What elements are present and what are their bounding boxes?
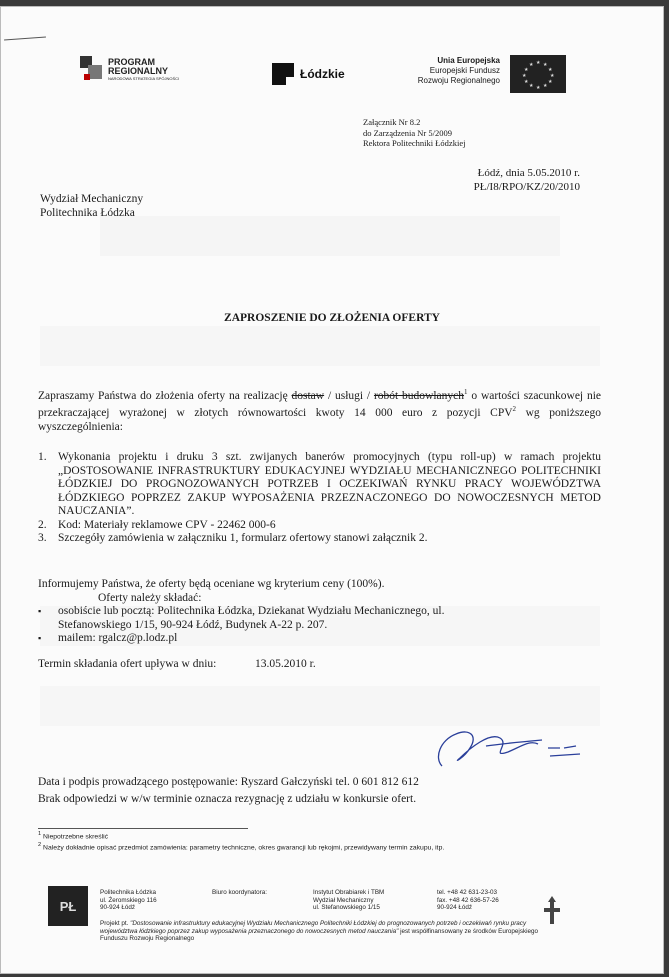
footer-coordinator <box>212 889 267 897</box>
project-suffix: jest współfinansowany ze środków Europejskiego Funduszu Rozwoju Regionalnego <box>100 927 539 942</box>
item-number: 3. <box>38 532 47 544</box>
ue-logo-text <box>400 56 500 86</box>
item-number: 1. <box>38 451 47 463</box>
ue-title: Unia Europejska <box>437 56 500 65</box>
deadline-value: 13.05.2010 r. <box>255 658 316 670</box>
footnote-ref-1: 1 <box>464 388 468 396</box>
program-logo-icon <box>80 56 102 84</box>
project-title: "Dostosowanie infrastruktury edukacyjnej Wydziału Mechanicznego Politechniki Łódzkiej do prognozowanych potrzeb i oczekiwań rynku pracy województwa łódzkiego poprzez zakup wyposażenia przeznaczonego do nowoczesnych metod nauczania" <box>100 920 527 935</box>
ue-line3: Rozwoju Regionalnego <box>417 76 500 85</box>
item-text: Kod: Materiały reklamowe CPV - 22462 000-6 <box>58 518 276 531</box>
submission-intro: Oferty należy składać: <box>98 591 202 604</box>
submission-address-line1: osobiście lub pocztą: Politechnika Łódzka, Dziekanat Wydziału Mechanicznego, ul. <box>58 605 445 617</box>
document-title: ZAPROSZENIE DO ZŁOŻENIA OFERTY <box>224 312 440 324</box>
document-page <box>0 6 664 974</box>
evaluation-criteria: Informujemy Państwa, że oferty będą oceniane wg kryterium ceny (100%). <box>38 578 385 590</box>
footer-address <box>100 889 157 912</box>
footnote-1-text: Niepotrzebne skreślić <box>41 833 109 841</box>
footnote-divider <box>38 828 248 829</box>
place-date: Łódź, dnia 5.05.2010 r. <box>477 167 580 179</box>
list-item <box>38 451 601 519</box>
deadline-label: Termin składania ofert upływa w dniu: <box>38 658 217 670</box>
footnote-2 <box>38 841 444 852</box>
attachment-reference <box>363 117 465 149</box>
footnote-2-text: Należy dokładnie opisać przedmiot zamówienia: parametry techniczne, okres gwarancji lub rękojmi, przewidywany termin zakupu, itp. <box>41 844 445 852</box>
list-item <box>38 532 601 546</box>
program-logo-subtitle: NARODOWA STRATEGIA SPÓJNOŚCI <box>108 76 180 81</box>
deadline <box>38 658 316 670</box>
struck-option-roboty: robót budowlanych <box>373 389 465 402</box>
footer-col1-line1: Politechnika Łódzka <box>100 889 157 896</box>
date-block <box>474 166 580 194</box>
addressee-line1: Wydział Mechaniczny <box>40 193 144 205</box>
ref-line3: Rektora Politechniki Łódzkiej <box>363 138 466 148</box>
submission-email: mailem: rgalcz@p.lodz.pl <box>58 632 178 644</box>
footnote-1-mark: 1 <box>38 831 42 837</box>
list-item <box>38 632 444 646</box>
politechnika-logo-icon: PŁ <box>48 886 88 926</box>
item-text: Wykonania projektu i druku 3 szt. zwijanych banerów promocyjnych (typu roll-up) w ramach projektu „DOSTOSOWANIE INFRASTRUKTURY EDUKACYJNEJ WYDZIAŁU MECHANICZNEGO POLITECHNIKI ŁÓDZKIEJ DO PROGNOZOWANYCH POTRZEB I OCZEKIWAŃ RYNKU PRACY WOJEWÓDZTWA ŁÓDZKIEGO POPRZEZ ZAKUP WYPOSAŻENIA PRZEZNACZONEGO DO NOWOCZESNYCH METOD NAUCZANIA”. <box>58 451 601 517</box>
footer-col3-line3: ul. Stefanowskiego 1/15 <box>313 904 380 911</box>
lodzkie-logo <box>272 63 345 85</box>
footnote-2-mark: 2 <box>38 842 42 849</box>
ue-line2: Europejski Fundusz <box>429 66 500 75</box>
ref-line2: do Zarządzenia Nr 5/2009 <box>363 127 452 138</box>
footnote-ref-2: 2 <box>512 405 517 414</box>
eu-flag-icon: ★ ★ ★ ★ ★ ★ ★ ★ ★ ★ ★ ★ <box>510 55 566 93</box>
list-item <box>38 605 444 632</box>
list-item <box>38 519 601 533</box>
addressee <box>40 192 143 220</box>
footer-col3-line2: Wydział Mechaniczny <box>313 896 374 904</box>
program-logo-line1: PROGRAM <box>108 57 155 67</box>
footer-col2-line1: Biuro koordynatora: <box>212 889 267 896</box>
bullet-icon: ▪ <box>38 633 42 643</box>
footer-col3-line1: Instytut Obrabiarek i TBM <box>313 889 385 896</box>
footnotes <box>38 830 444 853</box>
intro-paragraph <box>38 386 601 434</box>
footnote-1 <box>38 830 444 841</box>
item-number: 2. <box>38 518 47 531</box>
intro-part4: wg poniższego wyszczególnienia: <box>38 407 601 433</box>
bleed-through-block <box>40 326 600 366</box>
struck-option-dostaw: dostaw <box>291 389 325 402</box>
submission-info <box>38 578 444 646</box>
project-prefix: Projekt pt. <box>100 920 131 927</box>
signature-block <box>38 774 419 808</box>
program-logo-line2: REGIONALNY <box>108 66 169 76</box>
footer-phone: tel. +48 42 631-23-03 <box>437 889 498 896</box>
no-reply-note: Brak odpowiedzi w w/w terminie oznacza rezygnację z udziału w konkursie ofert. <box>38 793 417 805</box>
addressee-line2: Politechnika Łódzka <box>40 207 135 219</box>
lodzkie-logo-icon <box>272 63 294 85</box>
intro-part3: o wartości szacunkowej nie przekraczającej wyrażonej w złotych równowartości kwoty 14 000 euro z pozycji CPV <box>38 389 602 420</box>
program-regionalny-logo <box>80 56 179 84</box>
university-emblem-icon <box>540 894 564 928</box>
order-items-list <box>38 451 601 546</box>
footer-institute <box>313 889 384 912</box>
footer-fax: fax. +48 42 636-57-26 <box>437 896 499 904</box>
bleed-through-block <box>100 216 560 256</box>
submission-address-line2: Stefanowskiego 1/15, 90-924 Łódź, Budynek A-22 p. 207. <box>58 618 328 631</box>
handwritten-signature <box>430 718 590 778</box>
document-number: PŁ/I8/RPO/KZ/20/2010 <box>473 181 580 193</box>
intro-part1: Zapraszamy Państwa do złożenia oferty na realizację <box>38 389 292 402</box>
footer-col1-line2: ul. Żeromskiego 116 <box>100 896 157 904</box>
footer-contact <box>437 889 499 912</box>
footer-col4-line3: 90-924 Łódź <box>437 904 473 911</box>
scan-mark <box>4 37 46 41</box>
signature-line: Data i podpis prowadzącego postępowanie: Ryszard Gałczyński tel. 0 601 812 612 <box>38 776 419 788</box>
lodzkie-logo-text: Łódzkie <box>300 67 345 81</box>
bullet-icon: ▪ <box>38 606 42 616</box>
item-text: Szczegóły zamówienia w załączniku 1, formularz ofertowy stanowi załącznik 2. <box>58 532 428 544</box>
footer-col1-line3: 90-924 Łódź <box>100 904 136 911</box>
footer-project-note <box>100 920 540 943</box>
ref-line1: Załącznik Nr 8.2 <box>363 117 421 127</box>
intro-part2: / usługi / <box>324 389 374 402</box>
